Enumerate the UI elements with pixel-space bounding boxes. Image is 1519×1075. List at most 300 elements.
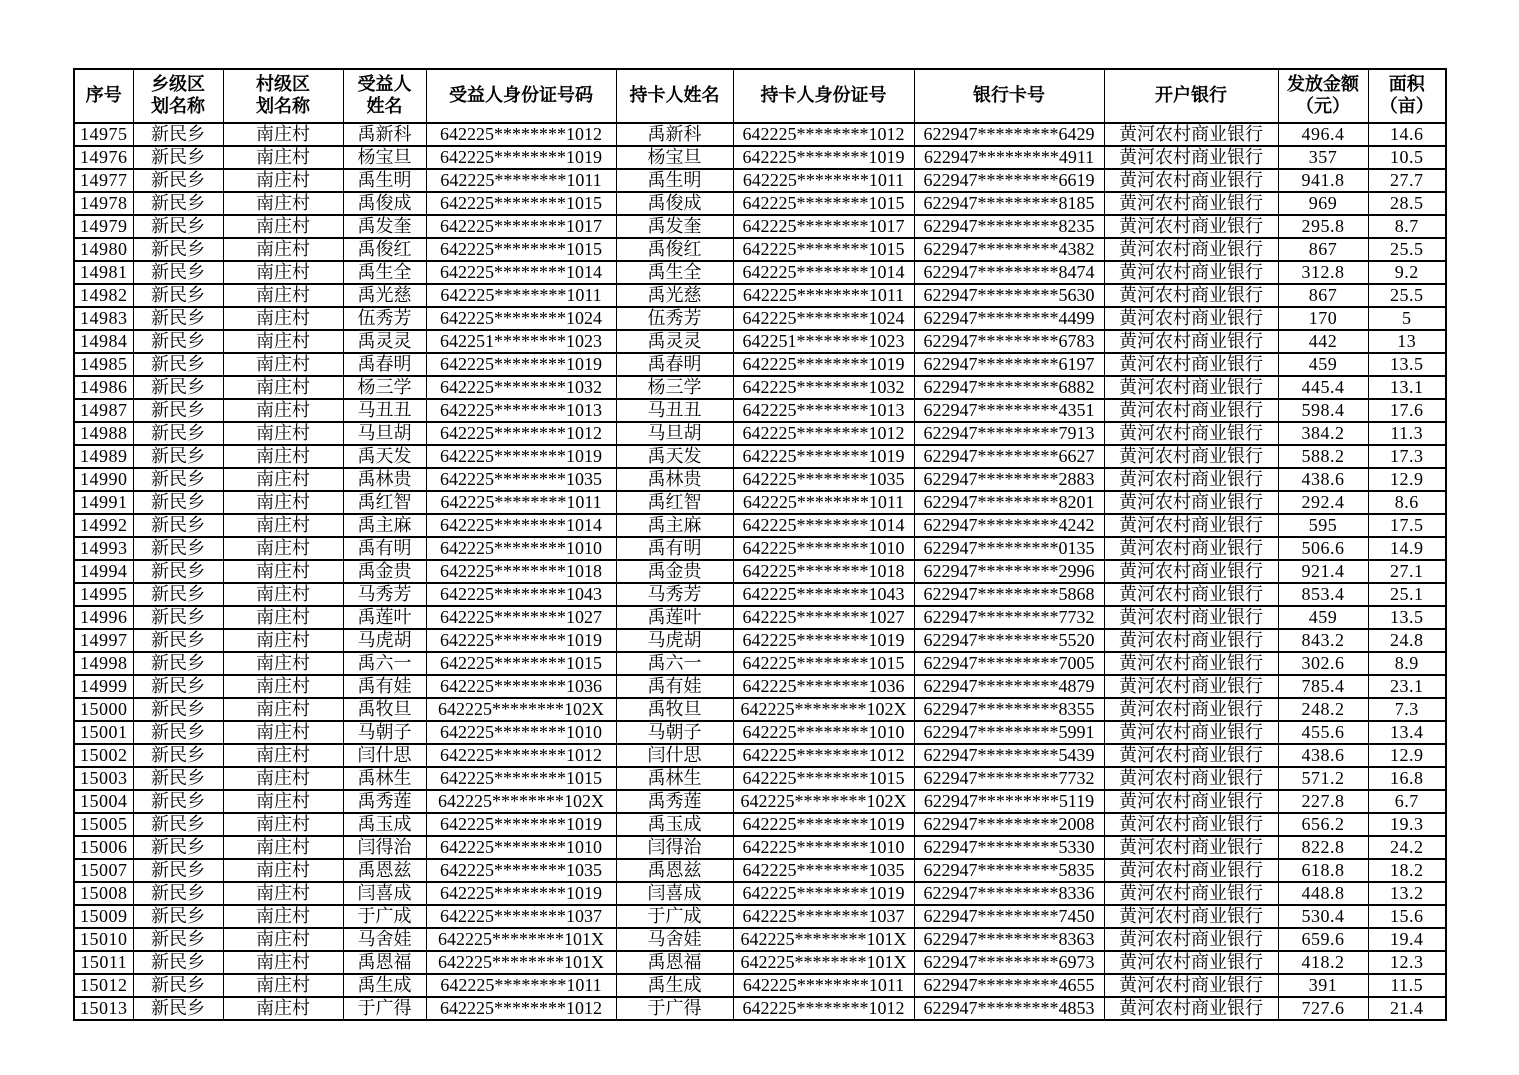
cell-cardholder: 禹六一: [616, 652, 733, 675]
table-row: [74, 192, 1446, 215]
cell-card_no: 622947*********5119: [914, 790, 1104, 813]
cell-cardholder_id: 642225********1024: [733, 307, 914, 330]
table-row: [74, 698, 1446, 721]
cell-card_no: 622947*********5835: [914, 859, 1104, 882]
cell-area: 19.4: [1368, 928, 1446, 951]
cell-card_no: 622947*********7732: [914, 767, 1104, 790]
cell-amount: 292.4: [1278, 491, 1368, 514]
cell-beneficiary_id: 642225********1017: [426, 215, 616, 238]
cell-cardholder: 禹天发: [616, 445, 733, 468]
cell-village: 南庄村: [223, 997, 343, 1020]
cell-cardholder: 马朝子: [616, 721, 733, 744]
cell-cardholder: 杨三学: [616, 376, 733, 399]
cell-amount: 438.6: [1278, 744, 1368, 767]
cell-cardholder_id: 642225********1011: [733, 491, 914, 514]
cell-area: 11.5: [1368, 974, 1446, 997]
cell-beneficiary_id: 642225********1011: [426, 169, 616, 192]
cell-cardholder: 伍秀芳: [616, 307, 733, 330]
cell-serial: 15004: [74, 790, 133, 813]
cell-card_no: 622947*********7450: [914, 905, 1104, 928]
cell-bank: 黄河农村商业银行: [1104, 353, 1278, 376]
table-row: [74, 307, 1446, 330]
table-row: [74, 606, 1446, 629]
cell-cardholder: 禹生全: [616, 261, 733, 284]
cell-township: 新民乡: [133, 721, 223, 744]
cell-township: 新民乡: [133, 790, 223, 813]
cell-beneficiary_id: 642225********102X: [426, 698, 616, 721]
cell-cardholder_id: 642225********102X: [733, 698, 914, 721]
cell-amount: 921.4: [1278, 560, 1368, 583]
cell-amount: 941.8: [1278, 169, 1368, 192]
cell-amount: 384.2: [1278, 422, 1368, 445]
cell-beneficiary_id: 642225********1012: [426, 744, 616, 767]
cell-township: 新民乡: [133, 399, 223, 422]
table-row: [74, 813, 1446, 836]
cell-serial: 15007: [74, 859, 133, 882]
cell-cardholder: 闫什思: [616, 744, 733, 767]
cell-serial: 14976: [74, 146, 133, 169]
cell-cardholder_id: 642225********1010: [733, 721, 914, 744]
cell-township: 新民乡: [133, 491, 223, 514]
cell-cardholder: 禹俊成: [616, 192, 733, 215]
cell-bank: 黄河农村商业银行: [1104, 146, 1278, 169]
cell-cardholder_id: 642225********1036: [733, 675, 914, 698]
cell-beneficiary: 马旦胡: [343, 422, 426, 445]
cell-township: 新民乡: [133, 192, 223, 215]
cell-area: 6.7: [1368, 790, 1446, 813]
table-row: [74, 836, 1446, 859]
cell-bank: 黄河农村商业银行: [1104, 123, 1278, 146]
cell-area: 8.9: [1368, 652, 1446, 675]
cell-serial: 15005: [74, 813, 133, 836]
cell-cardholder: 禹林贵: [616, 468, 733, 491]
cell-beneficiary: 禹生明: [343, 169, 426, 192]
table-row: [74, 445, 1446, 468]
cell-bank: 黄河农村商业银行: [1104, 284, 1278, 307]
cell-township: 新民乡: [133, 836, 223, 859]
cell-beneficiary_id: 642225********1043: [426, 583, 616, 606]
cell-beneficiary: 杨宝旦: [343, 146, 426, 169]
table-row: [74, 721, 1446, 744]
cell-cardholder_id: 642225********101X: [733, 928, 914, 951]
cell-bank: 黄河农村商业银行: [1104, 698, 1278, 721]
cell-village: 南庄村: [223, 744, 343, 767]
cell-serial: 14978: [74, 192, 133, 215]
cell-bank: 黄河农村商业银行: [1104, 537, 1278, 560]
cell-village: 南庄村: [223, 284, 343, 307]
cell-cardholder_id: 642225********1011: [733, 169, 914, 192]
cell-township: 新民乡: [133, 767, 223, 790]
table-row: [74, 583, 1446, 606]
table-row: [74, 422, 1446, 445]
cell-serial: 14987: [74, 399, 133, 422]
cell-village: 南庄村: [223, 491, 343, 514]
cell-cardholder_id: 642225********102X: [733, 790, 914, 813]
table-row: [74, 744, 1446, 767]
cell-cardholder_id: 642225********1011: [733, 284, 914, 307]
cell-bank: 黄河农村商业银行: [1104, 951, 1278, 974]
cell-beneficiary: 禹六一: [343, 652, 426, 675]
cell-beneficiary: 马秀芳: [343, 583, 426, 606]
cell-area: 27.1: [1368, 560, 1446, 583]
cell-bank: 黄河农村商业银行: [1104, 445, 1278, 468]
cell-amount: 853.4: [1278, 583, 1368, 606]
cell-township: 新民乡: [133, 629, 223, 652]
cell-serial: 14991: [74, 491, 133, 514]
cell-village: 南庄村: [223, 721, 343, 744]
cell-township: 新民乡: [133, 813, 223, 836]
cell-serial: 14990: [74, 468, 133, 491]
cell-beneficiary: 禹生成: [343, 974, 426, 997]
cell-card_no: 622947*********4853: [914, 997, 1104, 1020]
table-row: [74, 560, 1446, 583]
cell-village: 南庄村: [223, 468, 343, 491]
cell-bank: 黄河农村商业银行: [1104, 261, 1278, 284]
cell-area: 25.5: [1368, 238, 1446, 261]
cell-amount: 295.8: [1278, 215, 1368, 238]
cell-card_no: 622947*********6619: [914, 169, 1104, 192]
cell-bank: 黄河农村商业银行: [1104, 468, 1278, 491]
cell-township: 新民乡: [133, 744, 223, 767]
cell-village: 南庄村: [223, 514, 343, 537]
table-row: [74, 974, 1446, 997]
cell-amount: 302.6: [1278, 652, 1368, 675]
cell-card_no: 622947*********8355: [914, 698, 1104, 721]
cell-cardholder: 禹新科: [616, 123, 733, 146]
cell-cardholder: 马舍娃: [616, 928, 733, 951]
cell-amount: 227.8: [1278, 790, 1368, 813]
cell-beneficiary: 禹恩兹: [343, 859, 426, 882]
cell-cardholder_id: 642225********1037: [733, 905, 914, 928]
cell-township: 新民乡: [133, 905, 223, 928]
cell-serial: 15011: [74, 951, 133, 974]
cell-village: 南庄村: [223, 928, 343, 951]
cell-beneficiary_id: 642225********1032: [426, 376, 616, 399]
cell-amount: 391: [1278, 974, 1368, 997]
cell-card_no: 622947*********5520: [914, 629, 1104, 652]
cell-beneficiary: 禹有明: [343, 537, 426, 560]
cell-area: 7.3: [1368, 698, 1446, 721]
cell-village: 南庄村: [223, 583, 343, 606]
table-row: [74, 399, 1446, 422]
cell-village: 南庄村: [223, 422, 343, 445]
cell-township: 新民乡: [133, 215, 223, 238]
cell-cardholder: 闫喜成: [616, 882, 733, 905]
cell-serial: 15002: [74, 744, 133, 767]
cell-serial: 15013: [74, 997, 133, 1020]
cell-beneficiary_id: 642225********1014: [426, 261, 616, 284]
cell-beneficiary: 禹主麻: [343, 514, 426, 537]
cell-amount: 727.6: [1278, 997, 1368, 1020]
col-header-bank: 开户银行: [1104, 69, 1278, 123]
cell-beneficiary_id: 642225********1019: [426, 353, 616, 376]
cell-amount: 867: [1278, 284, 1368, 307]
cell-card_no: 622947*********5630: [914, 284, 1104, 307]
cell-bank: 黄河农村商业银行: [1104, 721, 1278, 744]
cell-card_no: 622947*********6197: [914, 353, 1104, 376]
cell-beneficiary_id: 642225********1015: [426, 192, 616, 215]
table-row: [74, 330, 1446, 353]
cell-cardholder_id: 642225********1015: [733, 238, 914, 261]
cell-amount: 588.2: [1278, 445, 1368, 468]
col-header-area: 面积 （亩）: [1368, 69, 1446, 123]
cell-cardholder: 禹有娃: [616, 675, 733, 698]
table-row: [74, 629, 1446, 652]
cell-area: 13: [1368, 330, 1446, 353]
cell-amount: 496.4: [1278, 123, 1368, 146]
cell-card_no: 622947*********7005: [914, 652, 1104, 675]
cell-village: 南庄村: [223, 767, 343, 790]
cell-serial: 14975: [74, 123, 133, 146]
col-header-township: 乡级区 划名称: [133, 69, 223, 123]
cell-cardholder_id: 642225********1011: [733, 974, 914, 997]
cell-village: 南庄村: [223, 169, 343, 192]
cell-area: 12.3: [1368, 951, 1446, 974]
cell-beneficiary_id: 642225********101X: [426, 951, 616, 974]
cell-beneficiary_id: 642225********1018: [426, 560, 616, 583]
cell-area: 13.5: [1368, 606, 1446, 629]
cell-village: 南庄村: [223, 261, 343, 284]
table-row: [74, 859, 1446, 882]
cell-serial: 14989: [74, 445, 133, 468]
cell-card_no: 622947*********5330: [914, 836, 1104, 859]
cell-card_no: 622947*********4655: [914, 974, 1104, 997]
cell-card_no: 622947*********4242: [914, 514, 1104, 537]
cell-amount: 442: [1278, 330, 1368, 353]
header-row: [74, 69, 1446, 123]
subsidy-table: [73, 68, 1447, 1021]
cell-village: 南庄村: [223, 606, 343, 629]
cell-bank: 黄河农村商业银行: [1104, 376, 1278, 399]
cell-cardholder_id: 642225********1035: [733, 468, 914, 491]
cell-beneficiary_id: 642225********1035: [426, 859, 616, 882]
cell-village: 南庄村: [223, 445, 343, 468]
cell-village: 南庄村: [223, 537, 343, 560]
cell-serial: 14995: [74, 583, 133, 606]
cell-amount: 445.4: [1278, 376, 1368, 399]
cell-bank: 黄河农村商业银行: [1104, 813, 1278, 836]
cell-cardholder_id: 642225********1019: [733, 882, 914, 905]
table-row: [74, 790, 1446, 813]
cell-card_no: 622947*********8235: [914, 215, 1104, 238]
cell-cardholder_id: 642225********1014: [733, 514, 914, 537]
cell-cardholder: 禹莲叶: [616, 606, 733, 629]
cell-beneficiary: 马舍娃: [343, 928, 426, 951]
cell-amount: 506.6: [1278, 537, 1368, 560]
cell-bank: 黄河农村商业银行: [1104, 859, 1278, 882]
cell-cardholder: 禹生成: [616, 974, 733, 997]
cell-bank: 黄河农村商业银行: [1104, 652, 1278, 675]
cell-bank: 黄河农村商业银行: [1104, 629, 1278, 652]
table-row: [74, 882, 1446, 905]
cell-area: 24.8: [1368, 629, 1446, 652]
cell-beneficiary: 禹俊红: [343, 238, 426, 261]
cell-cardholder: 禹林生: [616, 767, 733, 790]
cell-village: 南庄村: [223, 813, 343, 836]
cell-cardholder: 马秀芳: [616, 583, 733, 606]
table-row: [74, 537, 1446, 560]
cell-beneficiary: 闫喜成: [343, 882, 426, 905]
cell-beneficiary: 闫得治: [343, 836, 426, 859]
cell-card_no: 622947*********4382: [914, 238, 1104, 261]
cell-cardholder: 禹恩福: [616, 951, 733, 974]
cell-card_no: 622947*********6973: [914, 951, 1104, 974]
cell-serial: 15012: [74, 974, 133, 997]
col-header-serial: 序号: [74, 69, 133, 123]
col-header-beneficiary: 受益人 姓名: [343, 69, 426, 123]
cell-village: 南庄村: [223, 675, 343, 698]
col-header-village: 村级区 划名称: [223, 69, 343, 123]
cell-township: 新民乡: [133, 445, 223, 468]
cell-bank: 黄河农村商业银行: [1104, 422, 1278, 445]
cell-amount: 418.2: [1278, 951, 1368, 974]
cell-serial: 15009: [74, 905, 133, 928]
col-header-cardholder: 持卡人姓名: [616, 69, 733, 123]
cell-beneficiary_id: 642225********1012: [426, 422, 616, 445]
cell-beneficiary_id: 642225********1019: [426, 445, 616, 468]
cell-cardholder_id: 642225********1019: [733, 813, 914, 836]
cell-card_no: 622947*********8185: [914, 192, 1104, 215]
cell-village: 南庄村: [223, 146, 343, 169]
cell-village: 南庄村: [223, 859, 343, 882]
cell-bank: 黄河农村商业银行: [1104, 767, 1278, 790]
cell-township: 新民乡: [133, 284, 223, 307]
cell-amount: 448.8: [1278, 882, 1368, 905]
cell-amount: 822.8: [1278, 836, 1368, 859]
cell-area: 14.9: [1368, 537, 1446, 560]
cell-bank: 黄河农村商业银行: [1104, 606, 1278, 629]
cell-serial: 15008: [74, 882, 133, 905]
cell-village: 南庄村: [223, 629, 343, 652]
cell-cardholder_id: 642225********1010: [733, 836, 914, 859]
cell-cardholder_id: 642225********1013: [733, 399, 914, 422]
cell-beneficiary_id: 642225********1036: [426, 675, 616, 698]
cell-beneficiary: 马朝子: [343, 721, 426, 744]
cell-cardholder_id: 642225********1012: [733, 744, 914, 767]
cell-beneficiary: 禹有娃: [343, 675, 426, 698]
cell-beneficiary_id: 642225********1010: [426, 721, 616, 744]
table-row: [74, 261, 1446, 284]
cell-amount: 459: [1278, 606, 1368, 629]
cell-card_no: 622947*********4499: [914, 307, 1104, 330]
cell-cardholder_id: 642225********1019: [733, 445, 914, 468]
cell-beneficiary_id: 642225********1035: [426, 468, 616, 491]
cell-amount: 595: [1278, 514, 1368, 537]
cell-bank: 黄河农村商业银行: [1104, 238, 1278, 261]
cell-township: 新民乡: [133, 537, 223, 560]
cell-card_no: 622947*********5439: [914, 744, 1104, 767]
cell-serial: 14997: [74, 629, 133, 652]
cell-area: 9.2: [1368, 261, 1446, 284]
cell-amount: 530.4: [1278, 905, 1368, 928]
cell-township: 新民乡: [133, 330, 223, 353]
cell-bank: 黄河农村商业银行: [1104, 744, 1278, 767]
cell-area: 17.3: [1368, 445, 1446, 468]
cell-area: 27.7: [1368, 169, 1446, 192]
cell-cardholder_id: 642225********1014: [733, 261, 914, 284]
cell-bank: 黄河农村商业银行: [1104, 675, 1278, 698]
cell-area: 12.9: [1368, 468, 1446, 491]
cell-serial: 14980: [74, 238, 133, 261]
cell-cardholder_id: 642225********1010: [733, 537, 914, 560]
cell-bank: 黄河农村商业银行: [1104, 997, 1278, 1020]
cell-beneficiary: 禹莲叶: [343, 606, 426, 629]
cell-card_no: 622947*********2883: [914, 468, 1104, 491]
cell-area: 25.1: [1368, 583, 1446, 606]
cell-beneficiary_id: 642225********1024: [426, 307, 616, 330]
cell-cardholder_id: 642225********1032: [733, 376, 914, 399]
cell-cardholder_id: 642225********1015: [733, 652, 914, 675]
cell-amount: 357: [1278, 146, 1368, 169]
col-header-cardholder-id: 持卡人身份证号: [733, 69, 914, 123]
cell-amount: 843.2: [1278, 629, 1368, 652]
table-row: [74, 238, 1446, 261]
cell-serial: 14983: [74, 307, 133, 330]
table-row: [74, 284, 1446, 307]
cell-area: 15.6: [1368, 905, 1446, 928]
cell-township: 新民乡: [133, 698, 223, 721]
cell-bank: 黄河农村商业银行: [1104, 169, 1278, 192]
cell-card_no: 622947*********8474: [914, 261, 1104, 284]
cell-beneficiary_id: 642225********1010: [426, 537, 616, 560]
cell-township: 新民乡: [133, 997, 223, 1020]
cell-area: 17.5: [1368, 514, 1446, 537]
cell-township: 新民乡: [133, 261, 223, 284]
cell-cardholder: 禹牧旦: [616, 698, 733, 721]
cell-cardholder: 禹玉成: [616, 813, 733, 836]
cell-cardholder: 禹金贵: [616, 560, 733, 583]
cell-bank: 黄河农村商业银行: [1104, 307, 1278, 330]
cell-area: 14.6: [1368, 123, 1446, 146]
cell-cardholder: 禹红智: [616, 491, 733, 514]
cell-village: 南庄村: [223, 905, 343, 928]
cell-serial: 15006: [74, 836, 133, 859]
cell-area: 19.3: [1368, 813, 1446, 836]
cell-township: 新民乡: [133, 560, 223, 583]
table-row: [74, 767, 1446, 790]
cell-bank: 黄河农村商业银行: [1104, 974, 1278, 997]
table-row: [74, 652, 1446, 675]
cell-bank: 黄河农村商业银行: [1104, 491, 1278, 514]
cell-beneficiary: 禹红智: [343, 491, 426, 514]
cell-area: 18.2: [1368, 859, 1446, 882]
cell-card_no: 622947*********8336: [914, 882, 1104, 905]
cell-beneficiary: 禹生全: [343, 261, 426, 284]
cell-serial: 15010: [74, 928, 133, 951]
cell-cardholder: 禹恩兹: [616, 859, 733, 882]
cell-serial: 14993: [74, 537, 133, 560]
cell-amount: 455.6: [1278, 721, 1368, 744]
cell-area: 17.6: [1368, 399, 1446, 422]
cell-cardholder: 于广得: [616, 997, 733, 1020]
cell-township: 新民乡: [133, 238, 223, 261]
cell-township: 新民乡: [133, 583, 223, 606]
cell-cardholder_id: 642225********101X: [733, 951, 914, 974]
cell-village: 南庄村: [223, 560, 343, 583]
cell-serial: 14982: [74, 284, 133, 307]
cell-cardholder: 禹有明: [616, 537, 733, 560]
cell-village: 南庄村: [223, 192, 343, 215]
cell-cardholder_id: 642225********1043: [733, 583, 914, 606]
cell-serial: 14999: [74, 675, 133, 698]
cell-beneficiary: 禹发奎: [343, 215, 426, 238]
cell-beneficiary: 禹春明: [343, 353, 426, 376]
cell-area: 8.6: [1368, 491, 1446, 514]
cell-beneficiary: 禹恩福: [343, 951, 426, 974]
cell-amount: 656.2: [1278, 813, 1368, 836]
cell-card_no: 622947*********5868: [914, 583, 1104, 606]
cell-beneficiary_id: 642225********1015: [426, 238, 616, 261]
